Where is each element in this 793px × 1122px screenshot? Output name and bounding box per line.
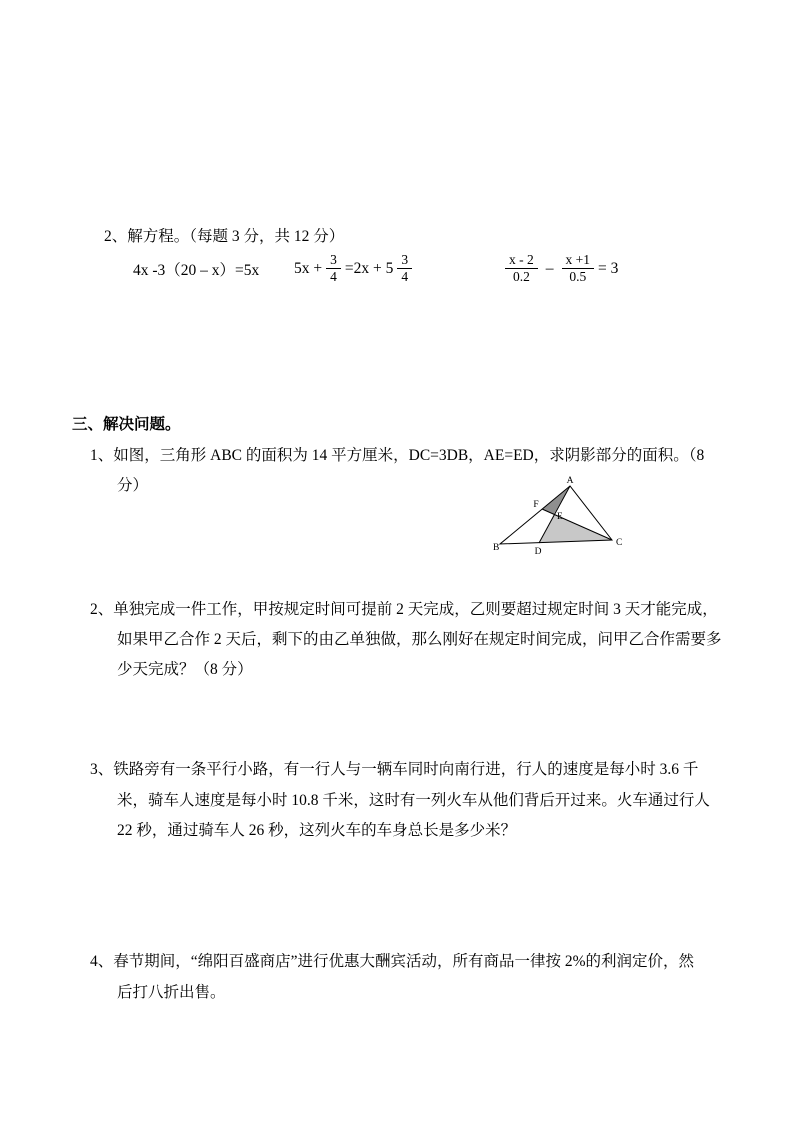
problem-2-line-2: 如果甲乙合作 2 天后，剩下的由乙单独做，那么刚好在规定时间完成，问甲乙合作需要多: [117, 631, 722, 648]
vertex-label-b: B: [493, 543, 500, 553]
fraction-numerator: x - 2: [505, 252, 538, 269]
equation-3-fraction-2: [562, 252, 595, 284]
equation-2-mid: =2x + 5: [344, 259, 394, 277]
equation-3-fraction-1: [505, 252, 538, 284]
problem-3-line-1: 3、铁路旁有一条平行小路，有一行人与一辆车同时向南行进，行人的速度是每小时 3.6 千: [90, 761, 699, 778]
fraction-denominator: 4: [330, 268, 337, 284]
equation-2-fraction-2: [397, 252, 412, 284]
problem-1-line-1: 1、如图，三角形 ABC 的面积为 14 平方厘米，DC=3DB，AE=ED，求阴影部分的面积。（8: [90, 447, 705, 464]
minus-operator: –: [545, 259, 554, 277]
fraction-denominator: 4: [401, 268, 409, 284]
equation-3-tail: = 3: [598, 259, 619, 277]
equations-section-heading: 2、解方程。（每题 3 分，共 12 分）: [104, 228, 345, 245]
problem-3-line-2: 米，骑车人速度是每小时 10.8 千米，这时有一列火车从他们背后开过来。火车通过行人: [117, 792, 710, 809]
problem-1-line-2: 分）: [117, 477, 149, 494]
vertex-label-c: C: [616, 538, 623, 548]
equation-2-lead: 5x +: [294, 259, 323, 277]
fraction-numerator: 3: [397, 252, 412, 269]
point-label-e: E: [557, 512, 563, 522]
equation-1: 4x -3（20 – x）=5x: [133, 262, 260, 279]
shaded-region-bottom: [539, 514, 612, 543]
problem-2-line-3: 少天完成？（8 分）: [117, 661, 253, 678]
problems-section-heading: 三、解决问题。: [72, 416, 181, 433]
equation-2-fraction-1: [326, 252, 341, 284]
fraction-denominator: 0.2: [512, 268, 530, 284]
problem-2-line-1: 2、单独完成一件工作，甲按规定时间可提前 2 天完成，乙则要超过规定时间 3 天才能完成，: [90, 601, 718, 618]
point-label-d: D: [534, 547, 542, 557]
shaded-region-top: [542, 486, 570, 514]
problem-4-line-2: 后打八折出售。: [117, 984, 226, 1001]
point-label-f: F: [533, 500, 539, 510]
problem-4-line-1: 4、春节期间，“绵阳百盛商店”进行优惠大酬宾活动，所有商品一律按 2%的利润定价，然: [90, 953, 695, 970]
triangle-figure: [492, 474, 630, 558]
fraction-numerator: x +1: [562, 252, 595, 269]
problem-3-line-3: 22 秒，通过骑车人 26 秒，这列火车的车身总长是多少米？: [117, 822, 517, 839]
equation-3: [501, 252, 618, 284]
vertex-label-a: A: [566, 476, 574, 486]
fraction-denominator: 0.5: [569, 268, 587, 284]
equation-2: [294, 252, 416, 284]
fraction-numerator: 3: [326, 252, 341, 269]
